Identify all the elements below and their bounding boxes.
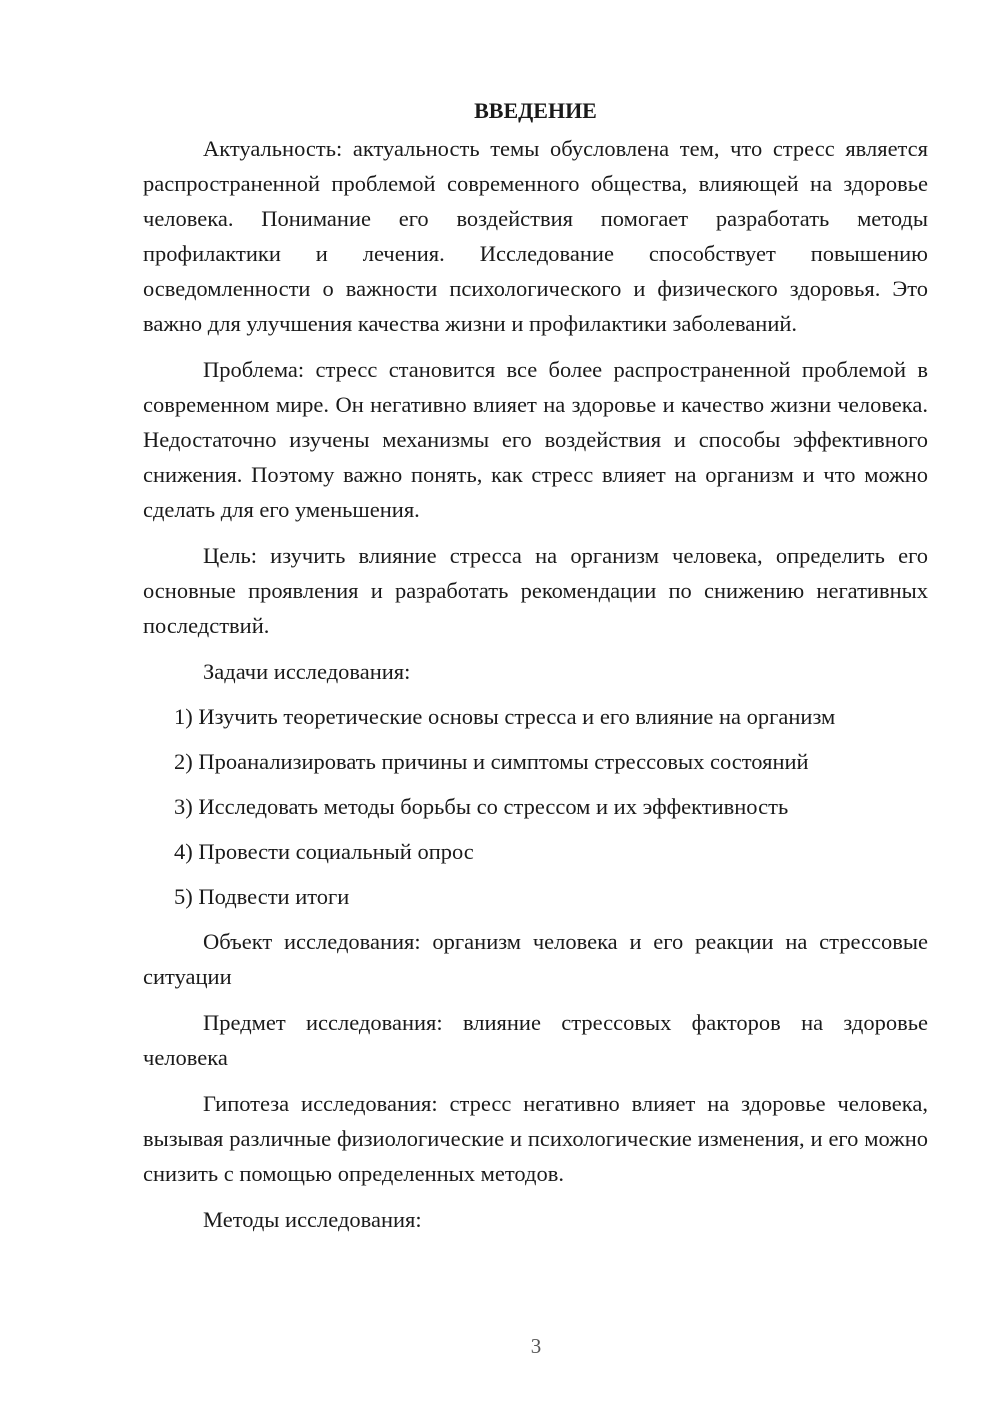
- task-item: 3) Исследовать методы борьбы со стрессом и их эффективность: [174, 794, 789, 819]
- methods-label: Методы исследования:: [203, 1207, 422, 1232]
- object-paragraph: Объект исследования: организм человека и его реакции на стрессовые ситуации: [143, 929, 928, 989]
- tasks-list: [143, 699, 928, 914]
- goal-paragraph: Цель: изучить влияние стресса на организм человека, определить его основные проявления и разработать рекомендации по снижению негативных последствий.: [143, 543, 928, 638]
- task-item: 5) Подвести итоги: [174, 884, 350, 909]
- task-item: 1) Изучить теоретические основы стресса и его влияние на организм: [174, 704, 836, 729]
- subject-paragraph: Предмет исследования: влияние стрессовых факторов на здоровье человека: [143, 1010, 928, 1070]
- section-title: ВВЕДЕНИЕ: [474, 98, 597, 123]
- task-item: 2) Проанализировать причины и симптомы стрессовых состояний: [174, 749, 809, 774]
- page-number: 3: [530, 1334, 542, 1358]
- tasks-label: Задачи исследования:: [203, 659, 411, 684]
- task-item: 4) Провести социальный опрос: [174, 839, 474, 864]
- document-page: [143, 95, 928, 1247]
- relevance-paragraph: Актуальность: актуальность темы обусловлена тем, что стресс является распространенной проблемой современного общества, влияющей на здоровье человека. Понимание его воздействия помогает разработать методы профилактики и лечения. Исследование способствует повышению осведомленности о важности психологического и физического здоровья. Это важно для улучшения качества жизни и профилактики заболеваний.: [143, 136, 928, 336]
- hypothesis-paragraph: Гипотеза исследования: стресс негативно влияет на здоровье человека, вызывая различные физиологические и психологические изменения, и его можно снизить с помощью определенных методов.: [143, 1091, 928, 1186]
- problem-paragraph: Проблема: стресс становится все более распространенной проблемой в современном мире. Он негативно влияет на здоровье и качество жизни человека. Недостаточно изучены механизмы его воздействия и способы эффективного снижения. Поэтому важно понять, как стресс влияет на организм и что можно сделать для его уменьшения.: [143, 357, 928, 522]
